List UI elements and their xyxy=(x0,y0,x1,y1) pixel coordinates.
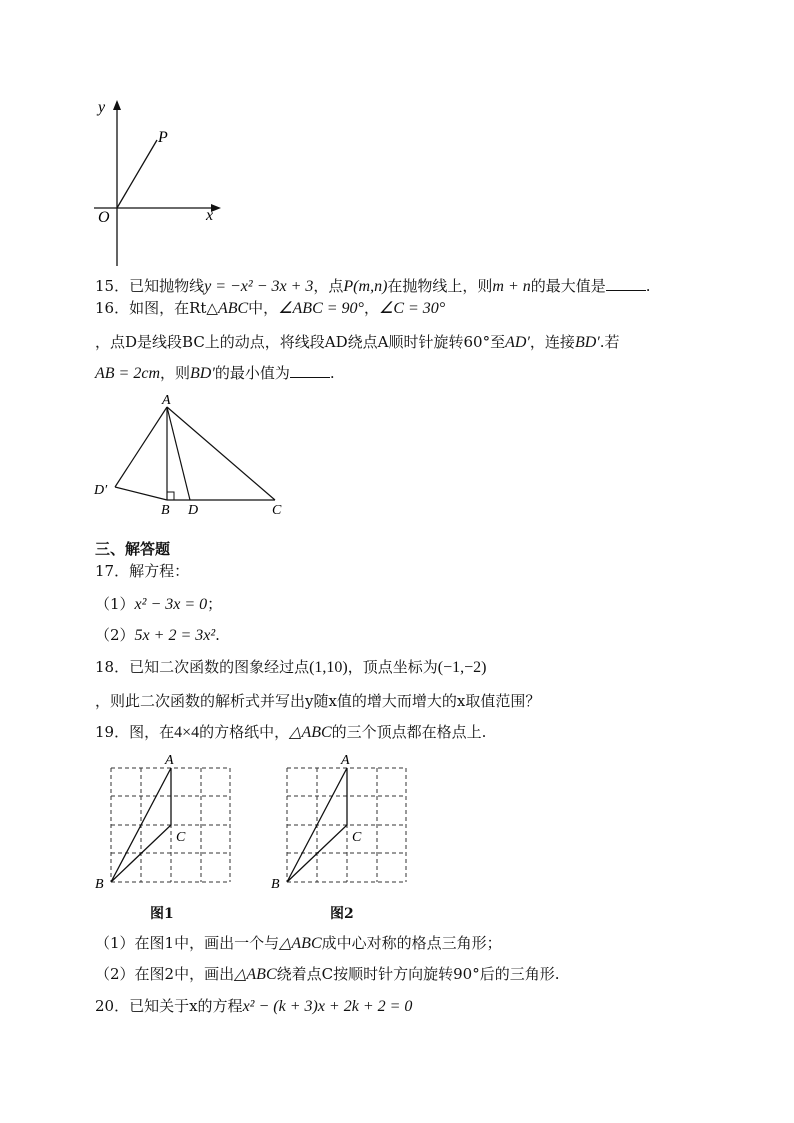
question-17-part1 xyxy=(95,594,222,615)
section-3-title: 三、解答题 xyxy=(95,540,171,558)
q19-mid: 的方格纸中， xyxy=(199,723,290,741)
q16-angle-c: ∠C = 30° xyxy=(378,300,446,317)
triangle-figure-16 xyxy=(92,392,302,522)
question-18-line2: ，则此二次函数的解析式并写出y随x值的增大而增大的x取值范围？ xyxy=(95,692,541,710)
ray-op xyxy=(117,140,157,208)
question-20 xyxy=(95,996,412,1017)
q19-p2-prefix: （2）在图2中，画出 xyxy=(95,965,235,983)
label-c: C xyxy=(272,503,282,518)
label-d-prime: D′ xyxy=(94,483,108,498)
question-16-line2 xyxy=(95,332,620,353)
q15-answer-blank xyxy=(606,276,646,291)
q19-grid-size: 4×4 xyxy=(174,724,200,741)
label-a: A xyxy=(162,393,171,408)
q19-p2-triangle: △ABC xyxy=(234,966,277,983)
seg-d-prime-b xyxy=(115,487,167,500)
q16-ad-prime: AD′ xyxy=(505,334,530,351)
question-18-line1 xyxy=(95,657,486,678)
q19-p1-triangle: △ABC xyxy=(279,935,322,952)
axes-figure xyxy=(92,96,232,268)
y-axis-arrow xyxy=(113,100,121,110)
label-d: D xyxy=(188,503,199,518)
question-17-part2 xyxy=(95,625,220,646)
right-angle-mark xyxy=(167,492,174,500)
grid-figure-1 xyxy=(94,752,239,894)
q16-ab-value: AB = 2cm xyxy=(95,365,160,382)
q16-bd-prime-2: BD′ xyxy=(190,365,215,382)
seg-ad xyxy=(167,407,190,500)
label-b: B xyxy=(161,503,170,518)
fig2-label-c: C xyxy=(352,830,362,845)
question-17-title: 17．解方程： xyxy=(95,562,190,580)
q20-equation: x² − (k + 3)x + 2k + 2 = 0 xyxy=(242,998,413,1015)
q16-sep: ， xyxy=(363,299,379,317)
x-axis-label: x xyxy=(206,207,214,224)
q16-answer-blank xyxy=(290,363,330,378)
q16-line3-mid: ，则 xyxy=(160,364,191,382)
q18-prefix: 18．已知二次函数的图象经过点 xyxy=(95,658,310,676)
q16-line3-end: 的最小值为 xyxy=(214,364,290,382)
q15-end: 的最大值是 xyxy=(530,277,606,295)
fig1-label-b: B xyxy=(95,877,104,892)
caption-figure-2: 图2 xyxy=(330,906,354,922)
q15-expr: m + n xyxy=(492,278,531,295)
q20-prefix: 20．已知关于x的方程 xyxy=(95,997,243,1015)
q16-mid: 中， xyxy=(248,299,279,317)
grid-figure-2 xyxy=(270,752,415,894)
question-19-part2 xyxy=(95,964,559,985)
point-p-label: P xyxy=(158,129,168,146)
question-19-part1 xyxy=(95,933,502,954)
fig2-label-b: B xyxy=(271,877,280,892)
y-axis-label: y xyxy=(98,99,106,116)
q19-p1-prefix: （1）在图1中，画出一个与 xyxy=(95,934,280,952)
q19-end: 的三个顶点都在格点上. xyxy=(331,723,487,741)
q15-point: P(m,n) xyxy=(343,278,388,295)
q19-p2-end: 绕着点C按顺时针方向旋转90°后的三角形. xyxy=(276,965,560,983)
q19-p1-end: 成中心对称的格点三角形； xyxy=(321,934,502,952)
q17-p2-label: （2） xyxy=(95,626,135,644)
q18-vertex: (−1,−2) xyxy=(437,659,487,676)
q17-p2-equation: 5x + 2 = 3x² xyxy=(134,627,216,644)
q19-prefix: 19．图，在 xyxy=(95,723,175,741)
fig2-label-a: A xyxy=(341,753,350,768)
q18-point: (1,10) xyxy=(309,659,348,676)
question-16-line1 xyxy=(95,298,445,319)
q16-line2-text: ，点D是线段BC上的动点，将线段AD绕点A顺时针旋转60°至 xyxy=(95,333,506,351)
q16-triangle: ABC xyxy=(217,300,249,317)
q15-suffix: 在抛物线上，则 xyxy=(387,277,493,295)
origin-label: O xyxy=(98,209,110,226)
q15-prefix: 15．已知抛物线 xyxy=(95,277,205,295)
question-19-line1 xyxy=(95,722,486,743)
q17-p2-end: . xyxy=(215,626,220,644)
q15-mid: ，点 xyxy=(313,277,344,295)
q17-p1-equation: x² − 3x = 0 xyxy=(134,596,208,613)
q17-p1-label: （1） xyxy=(95,595,135,613)
caption-figure-1: 图1 xyxy=(150,906,174,922)
q16-bd-prime: BD′ xyxy=(574,334,600,351)
q16-tail: . xyxy=(329,364,335,382)
q19-triangle: △ABC xyxy=(289,724,332,741)
question-15 xyxy=(95,276,651,297)
q17-p1-end: ； xyxy=(207,595,223,613)
q15-tail: . xyxy=(645,277,651,295)
q16-angle-abc: ∠ABC = 90° xyxy=(278,300,364,317)
fig1-label-c: C xyxy=(176,830,186,845)
seg-ac xyxy=(167,407,275,500)
seg-ad-prime xyxy=(115,407,167,487)
fig1-label-a: A xyxy=(165,753,174,768)
q16-line2-end: .若 xyxy=(599,333,620,351)
q16-prefix: 16．如图，在Rt△ xyxy=(95,299,218,317)
q16-line2-mid: ，连接 xyxy=(529,333,575,351)
q15-equation: y = −x² − 3x + 3 xyxy=(204,278,314,295)
q18-mid: ，顶点坐标为 xyxy=(347,658,438,676)
question-16-line3 xyxy=(95,363,335,384)
